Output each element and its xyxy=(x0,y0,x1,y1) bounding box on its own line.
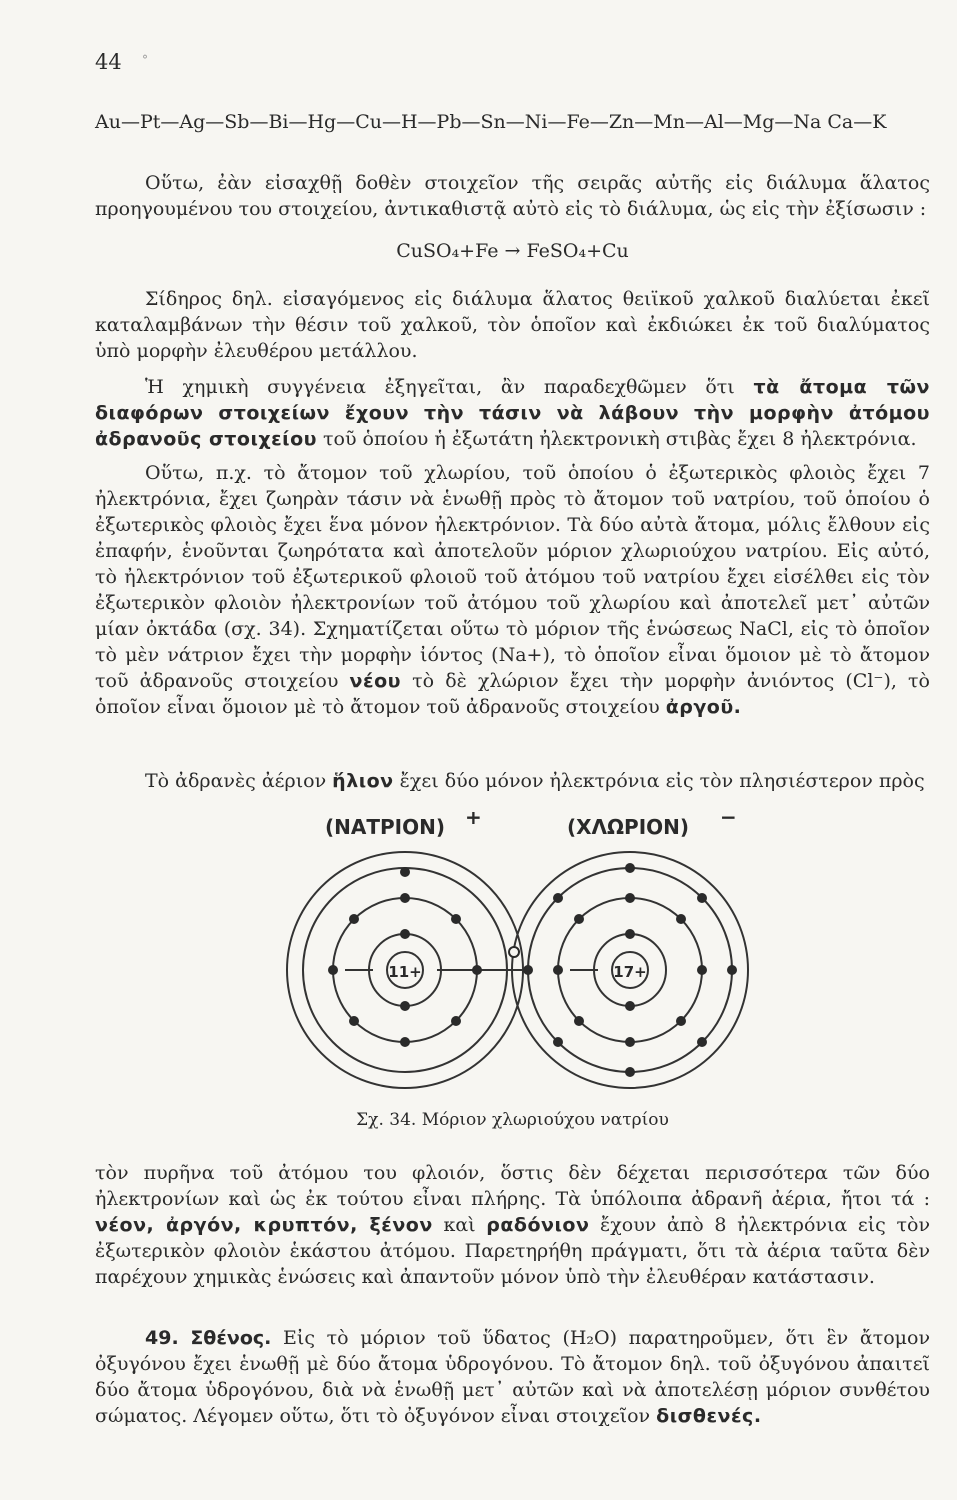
electron xyxy=(451,1016,461,1026)
label-chlorine: (ΧΛΩΡΙΟΝ) xyxy=(567,815,690,839)
electron xyxy=(625,863,635,873)
electron xyxy=(697,893,707,903)
chlorine-nucleus-label: 17+ xyxy=(613,963,647,981)
paragraph-7 xyxy=(95,1325,930,1429)
paragraph-5-a: Τὸ ἀδρανὲς ἀέριον xyxy=(145,770,333,792)
electron xyxy=(328,965,338,975)
electron xyxy=(697,1037,707,1047)
paragraph-2-text: Σίδηρος δηλ. εἰσαγόμενος εἰς διάλυμα ἅλατος θειϊκοῦ χαλκοῦ διαλύεται ἐκεῖ καταλαμβάνων τὴν θέσιν τοῦ χαλκοῦ, τὸν ὁποῖον καὶ ἐκδιώκει ἐκ τοῦ διαλύματος ὑπὸ μορφὴν ἐλευθέρου μετάλλου. xyxy=(95,288,930,362)
electron xyxy=(574,914,584,924)
electron xyxy=(553,965,563,975)
paragraph-6-b: ἔχουν ἀπὸ 8 ἠλεκτρόνια εἰς τὸν ἐξωτερικὸν φλοιὸν ἑκάστου ἀτόμου. Παρετηρήθη πράγματι, ὅτι τὰ ἀέρια ταῦτα δὲν παρέχουν χημικὰς ἑνώσεις καὶ ἀπαντοῦν μόνον ὑπὸ τὴν ἐλευθέραν κατάστασιν. xyxy=(95,1214,930,1288)
paragraph-6 xyxy=(95,1160,930,1290)
paragraph-3-start: Ἡ χημικὴ συγγένεια ἐξηγεῖται, ἂν παραδεχθῶμεν ὅτι xyxy=(145,376,754,398)
paragraph-5 xyxy=(95,768,930,794)
label-chlorine-sign: − xyxy=(720,812,737,829)
electron xyxy=(697,965,707,975)
electron xyxy=(625,1001,635,1011)
electron xyxy=(625,1067,635,1077)
electron xyxy=(400,1001,410,1011)
helium-bold: ἥλιον xyxy=(332,770,394,792)
paragraph-1: Οὕτω, ἐὰν εἰσαχθῇ δοθὲν στοιχεῖον τῆς σειρᾶς αὐτῆς εἰς διάλυμα ἅλατος προηγουμένου του στοιχείου, ἀντικαθιστᾷ αὐτὸ εἰς τὸ διάλυμα, ὡς εἰς τὴν ἐξίσωσιν : xyxy=(95,172,930,220)
electron xyxy=(400,929,410,939)
electron xyxy=(349,914,359,924)
paragraph-6-and: καὶ xyxy=(432,1214,487,1236)
paragraph-3-end: τοῦ ὁποίου ἡ ἐξωτάτη ἠλεκτρονικὴ στιβὰς ἔχει 8 ἠλεκτρόνια. xyxy=(316,428,917,450)
sodium-nucleus-label: 11+ xyxy=(388,963,422,981)
label-sodium: (ΝΑΤΡΙΟΝ) xyxy=(325,815,445,839)
electron xyxy=(625,1037,635,1047)
paragraph-7-a: Εἰς τὸ μόριον τοῦ ὕδατος (H₂O) παρατηροῦμεν, ὅτι ἓν ἄτομον ὀξυγόνου ἔχει ἑνωθῇ μὲ δύο ἄτομα ὑδρογόνου. Τὸ ἄτομον δηλ. τοῦ ὀξυγόνου ἀπαιτεῖ δύο ἄτομα ὑδρογόνου, διὰ νὰ ἑνωθῇ μετ᾽ αὐτῶν καὶ νὰ ἀποτελέσῃ μόριον συνθέτου σώματος. Λέγομεν οὕτω, ὅτι τὸ ὀξυγόνον εἶναι στοιχεῖον xyxy=(95,1327,930,1427)
page-mark: ° xyxy=(142,53,148,67)
paragraph-3-bold: τὰ ἄτομα τῶν διαφόρων στοιχείων ἔχουν τὴν τάσιν νὰ λάβουν τὴν μορφὴν ἀτόμου ἀδρανοῦς στοιχείου xyxy=(95,376,931,450)
electron xyxy=(727,965,737,975)
electron xyxy=(400,1037,410,1047)
electron xyxy=(676,1016,686,1026)
electron xyxy=(553,1037,563,1047)
paragraph-3 xyxy=(95,374,930,452)
electron xyxy=(349,1016,359,1026)
section-title: Σθένος. xyxy=(190,1327,272,1349)
paragraph-4 xyxy=(95,460,930,720)
paragraph-2 xyxy=(95,286,930,364)
electron xyxy=(553,893,563,903)
equation: CuSO₄+Fe → FeSO₄+Cu xyxy=(396,240,629,262)
activity-series: Au—Pt—Ag—Sb—Bi—Hg—Cu—H—Pb—Sn—Ni—Fe—Zn—Mn—Al—Mg—Na Ca—K xyxy=(95,111,887,133)
figure-caption: Σχ. 34. Μόριον χλωριούχου νατρίου xyxy=(356,1110,669,1130)
noble-gases-bold: νέον, ἀργόν, κρυπτόν, ξένον xyxy=(95,1214,433,1236)
section-number: 49. xyxy=(145,1327,179,1349)
transferred-electron xyxy=(509,947,519,957)
electron xyxy=(451,914,461,924)
electron xyxy=(523,965,533,975)
electron xyxy=(625,929,635,939)
label-sodium-sign: + xyxy=(465,812,482,829)
nacl-figure xyxy=(285,812,755,1122)
electron xyxy=(400,893,410,903)
electron xyxy=(625,893,635,903)
paragraph-4-b: τὸ δὲ χλώριον ἔχει τὴν μορφὴν ἀνιόντος (Cl⁻), τὸ ὁποῖον εἶναι ὅμοιον μὲ τὸ ἄτομον τοῦ ἀδρανοῦς στοιχείου xyxy=(95,670,930,718)
paragraph-6-a: τὸν πυρῆνα τοῦ ἀτόμου του φλοιόν, ὅστις δὲν δέχεται περισσότερα τῶν δύο ἠλεκτρονίων καὶ ὡς ἐκ τούτου εἶναι πλήρης. Τὰ ὑπόλοιπα ἀδρανῆ ἀέρια, ἤτοι τά : xyxy=(95,1162,930,1210)
neon-bold: νέου xyxy=(349,670,401,692)
paragraph-4-a: Οὕτω, π.χ. τὸ ἄτομον τοῦ χλωρίου, τοῦ ὁποίου ὁ ἐξωτερικὸς φλοιὸς ἔχει 7 ἠλεκτρόνια, ἔχει ζωηρὰν τάσιν νὰ ἑνωθῇ πρὸς τὸ ἄτομον τοῦ νατρίου, τοῦ ὁποίου ὁ ἐξωτερικὸς φλοιὸς ἔχει ἕνα μόνον ἠλεκτρόνιον. Τὰ δύο αὐτὰ ἄτομα, μόλις ἔλθουν εἰς ἐπαφήν, ἑνοῦνται ζωηρότατα καὶ ἀποτελοῦν μόριον χλωριούχου νατρίου. Εἰς αὐτό, τὸ ἠλεκτρόνιον τοῦ ἐξωτερικοῦ φλοιοῦ τοῦ ἀτόμου τοῦ νατρίου ἔχει εἰσέλθει εἰς τὸν ἐξωτερικὸν φλοιὸν ἠλεκτρονίων τοῦ ἀτόμου τοῦ χλωρίου καὶ ἀποτελεῖ μετ᾽ αὐτῶν μίαν ὀκτάδα (σχ. 34). Σχηματίζεται οὕτω τὸ μόριον τῆς ἑνώσεως NaCl, εἰς τὸ ὁποῖον τὸ μὲν νάτριον ἔχει τὴν μορφὴν ἰόντος (Na+), τὸ ὁποῖον εἶναι ὅμοιον μὲ τὸ ἄτομον τοῦ ἀδρανοῦς στοιχείου xyxy=(95,462,930,692)
electron xyxy=(400,867,410,877)
electron xyxy=(574,1016,584,1026)
radon-bold: ραδόνιον xyxy=(486,1214,590,1236)
paragraph-5-b: ἔχει δύο μόνον ἠλεκτρόνια εἰς τὸν πλησιέστερον πρὸς xyxy=(393,770,925,792)
electron xyxy=(472,965,482,975)
divalent-bold: δισθενές. xyxy=(656,1405,762,1427)
electron xyxy=(676,914,686,924)
page-number: 44 xyxy=(95,50,122,74)
argon-bold: ἀργοῦ. xyxy=(665,696,742,718)
